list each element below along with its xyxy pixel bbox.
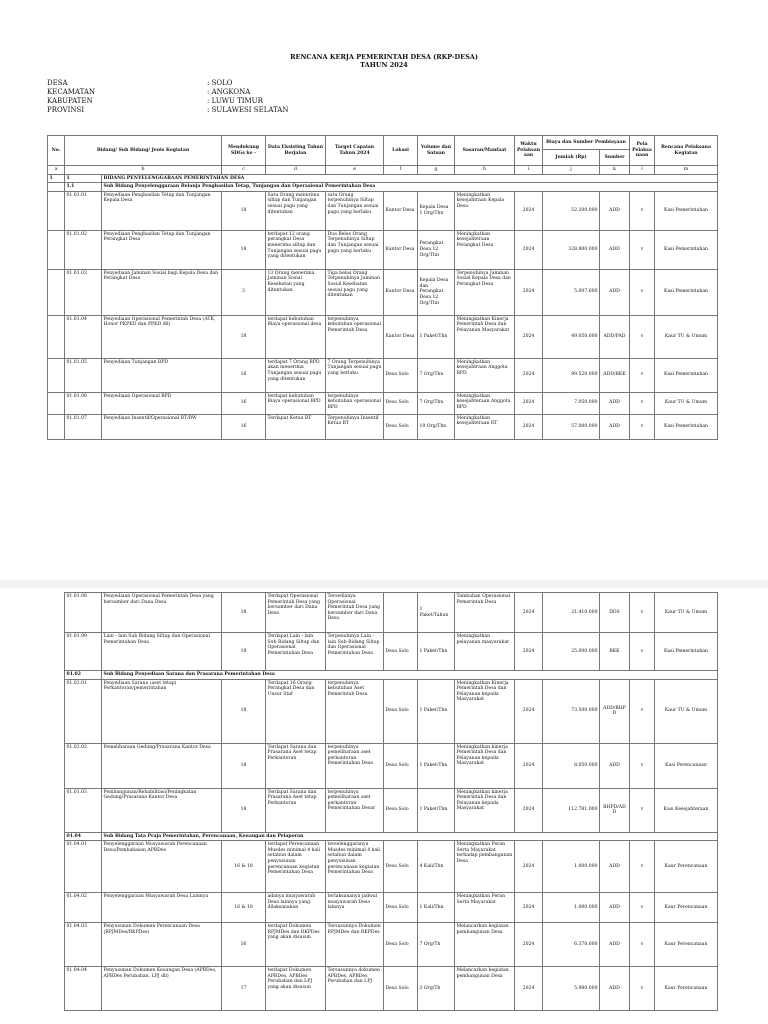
section-code: 1 [65, 174, 102, 183]
funding-source: ADD [600, 743, 630, 788]
column-letter: g [418, 166, 455, 175]
sdgs-value: 16 & 18 [222, 893, 266, 923]
section-code: 01.04 [65, 832, 102, 841]
volume-value: 7 Org/Thn [418, 392, 455, 414]
sdgs-value: 16 [222, 414, 266, 439]
location-value: Kantor Desa [384, 269, 418, 315]
sdgs-value: 16 [222, 392, 266, 414]
executor-value: Kasi Perencanaan [655, 743, 718, 788]
sdgs-value: 16 [222, 923, 266, 967]
col-rencana: Rencana Pelaksana Kegiatan [655, 136, 718, 166]
amount-value: 7.050.000 [543, 392, 600, 414]
location-value: Desa Solo [384, 358, 418, 392]
target-value: Tersusunnya Dokumen RPJMDes dan RKPDes [326, 923, 384, 967]
activity-name: Penyediaan Penghasilan Tetap dan Tunjangan Kepala Desa [102, 191, 222, 230]
pattern-value: v [630, 923, 655, 967]
existing-data: terdapat Dokumen RPJMDes dan RKPDes yang akan disusun [266, 923, 326, 967]
section-title: Sub Bidang Penyelenggaraan Belanja Penghasilan Tetap, Tunjangan dan Operasional Pemerintahan Desa [102, 183, 718, 192]
volume-value: 1 Paket/Thn [418, 743, 455, 788]
document-page-2 [0, 588, 768, 1024]
funding-source: BKK [600, 633, 630, 671]
document-title: RENCANA KERJA PEMERINTAH DESA (RKP-DESA) [290, 53, 478, 61]
activity-name: Penyediaan Insentif/Operasional RT/RW [102, 414, 222, 439]
target-value: terpenuhinya pemeliharaan aset perkantoran Pemerintahan Desar [326, 788, 384, 832]
year-value: 2024 [515, 788, 543, 832]
sdgs-value: 18 [222, 743, 266, 788]
existing-data: terdapat kebutuhan Biaya operasional desa [266, 315, 326, 358]
amount-value: 8.050.000 [543, 743, 600, 788]
table-row [48, 269, 718, 315]
col-jumlah: Jumlah (Rp) [543, 150, 600, 166]
identity-block [47, 79, 288, 115]
location-value: Desa Solo [384, 743, 418, 788]
rkp-table [47, 135, 718, 440]
volume-value: 1 Paket/Thn [418, 679, 455, 743]
identity-value: : SOLO [207, 79, 233, 87]
section-row [65, 832, 718, 841]
funding-source: ADD [600, 841, 630, 893]
target-value: Dua Belas Orang Terpenuhinya Siltap dan Tunjangan sesuai pagu yang berlaku [326, 230, 384, 269]
target-value: terselenggaranya Musdes minimal 4 kali setahun dalam penyusunan perencanaan kegiatan Pemerintahan Desa [326, 841, 384, 893]
funding-source: ADD [600, 392, 630, 414]
location-value [384, 593, 418, 633]
executor-value: Kasi Pemerintahan [655, 191, 718, 230]
rkp-table-continued [64, 592, 718, 1011]
activity-code: 01.04.01 [65, 841, 102, 893]
volume-value: 7 Org/Th [418, 923, 455, 967]
funding-source: ADD [600, 191, 630, 230]
pattern-value: v [630, 191, 655, 230]
table-row [65, 893, 718, 923]
document-year: TAHUN 2024 [360, 61, 408, 69]
sdgs-value: 18 [222, 633, 266, 671]
activity-name: Penyusunan Dokumen Keuangan Desa (APBDes, APBDes Perubahan, LPJ dll) [102, 967, 222, 1011]
col-pola: Pola Pelaksanaan [630, 136, 655, 166]
column-letter: h [455, 166, 515, 175]
target-value: Tersusunnya dokumen APBDes, APBDes Perubahan dan LPJ [326, 967, 384, 1011]
column-letter: b [65, 166, 222, 175]
col-biaya: Biaya dan Sumber Pembiayaan [543, 136, 630, 150]
benefit-value: Meningkatkan Peran Serta Mayarakat [455, 893, 515, 923]
existing-data: Satu Orang menerima siltap dan Tunjangan sesuai pagu yang ditentukan [266, 191, 326, 230]
pattern-value: v [630, 358, 655, 392]
col-eksisting: Data Eksisting Tahun Berjalan [266, 136, 326, 166]
amount-value: 1.000.000 [543, 893, 600, 923]
row-number [48, 269, 65, 315]
executor-value: Kaur Perencanaan [655, 923, 718, 967]
section-row [48, 174, 718, 183]
identity-value: : LUWU TIMUR [207, 97, 263, 105]
benefit-value: Meningkatkan kesejahteraan RT [455, 414, 515, 439]
pattern-value: v [630, 392, 655, 414]
sdgs-value: 3 [222, 269, 266, 315]
table-row [65, 967, 718, 1011]
activity-name: Penyediaan Tunjangan BPD [102, 358, 222, 392]
year-value: 2024 [515, 593, 543, 633]
pattern-value: v [630, 269, 655, 315]
identity-label: PROVINSI [47, 106, 85, 114]
existing-data: Terdapat Sarana dan Prasarana Aset tetap Perkantoran [266, 788, 326, 832]
volume-value: 1 Paket/Thn [418, 788, 455, 832]
existing-data: terdapat kebutuhan Biaya operasional BPD [266, 392, 326, 414]
location-value: Kantor Desa [384, 191, 418, 230]
existing-data: Terdapat Ketua RT [266, 414, 326, 439]
activity-name: Penyediaan Sarana (aset tetap) Perkantoran/pemerintahan [102, 679, 222, 743]
existing-data: terdapat 12 orang perangkat Desa menerima siltap dan Tunjangan sesuai pagu yang ditentukan [266, 230, 326, 269]
column-letter: l [630, 166, 655, 175]
existing-data: Terdapat Sarana dan Prasarana Aset tetap Perkantoran [266, 743, 326, 788]
sdgs-value: 16 & 18 [222, 841, 266, 893]
section-number [48, 183, 65, 192]
identity-label: KABUPATEN [47, 97, 93, 105]
funding-source: ADD [600, 414, 630, 439]
activity-name: Lain - lain Sub Bidang Siltap dan Operasional Pemerintahan Desa [102, 633, 222, 671]
year-value: 2024 [515, 893, 543, 923]
year-value: 2024 [515, 358, 543, 392]
col-lokasi: Lokasi [384, 136, 418, 166]
existing-data: Terdapat Operasional Pemerintah Desa yang bersumber dari Dana Desa [266, 593, 326, 633]
funding-source: ADD [600, 269, 630, 315]
column-letter: i [515, 166, 543, 175]
volume-value: Kepala Desa 1 Org/Thn [418, 191, 455, 230]
year-value: 2024 [515, 230, 543, 269]
executor-value: Kaur Perencanaan [655, 967, 718, 1011]
amount-value: 21.410.000 [543, 593, 600, 633]
activity-code: 01.01.03 [65, 788, 102, 832]
column-letter: m [655, 166, 718, 175]
volume-value: 3 Org/Th [418, 967, 455, 1011]
col-no: No. [48, 136, 65, 166]
row-number [48, 392, 65, 414]
column-letter: e [326, 166, 384, 175]
volume-value: Kepala Desa dan Perangkat Desa 12 Org/Thn [418, 269, 455, 315]
column-letter-row [48, 166, 718, 175]
existing-data: Terdapat Lain - lain Sub Bidang Siltap dan Operasional Pemerintahan Desa [266, 633, 326, 671]
existing-data: Terdapat 16 Orang Perangkat Desa dan Unsur Staf [266, 679, 326, 743]
executor-value: Kaur TU & Umum [655, 679, 718, 743]
col-volume: Volume dan Satuan [418, 136, 455, 166]
funding-source: ADD/BKK [600, 358, 630, 392]
location-value: Desa Solo [384, 633, 418, 671]
table-row [65, 679, 718, 743]
column-letter: j [543, 166, 600, 175]
activity-name: Penyediaan Operasional Pemerintah Desa yang bersumber dari Dana Desa [102, 593, 222, 633]
location-value: Desa Solo [384, 788, 418, 832]
benefit-value: Melancarkan kegiatan pembangunan Desa [455, 967, 515, 1011]
benefit-value: Meningkatkan pelayanan masyarakat [455, 633, 515, 671]
location-value: Kantor Desa [384, 230, 418, 269]
executor-value: Kaur TU & Umum [655, 392, 718, 414]
amount-value: 5.007.600 [543, 269, 600, 315]
activity-code: 01.01.03 [65, 269, 102, 315]
target-value: terpenuhinya pemeliharaan aset perkantoran Pemerintahan Desa [326, 743, 384, 788]
activity-name: Pemeliharaan Gedung/Prasarana Kantor Desa [102, 743, 222, 788]
location-value: Kantor Desa [384, 315, 418, 358]
activity-code: 01.02.01 [65, 679, 102, 743]
sdgs-value: 18 [222, 593, 266, 633]
benefit-value: Meningkatkan kesejahtraan Kepala Desa [455, 191, 515, 230]
table-row [48, 414, 718, 439]
identity-value: : SULAWESI SELATAN [207, 106, 289, 114]
amount-value: 99.520.000 [543, 358, 600, 392]
location-value: Desa Solo [384, 841, 418, 893]
location-value: Desa Solo [384, 392, 418, 414]
location-value: Desa Solo [384, 923, 418, 967]
activity-name: Penyusunan Dokumen Perencanaan Desa (RPJMDes/RKPDes) [102, 923, 222, 967]
funding-source: DDS [600, 593, 630, 633]
activity-name: Penyelenggaraan Musyawarah Desa Lainnya [102, 893, 222, 923]
year-value: 2024 [515, 414, 543, 439]
year-value: 2024 [515, 967, 543, 1011]
table-row [65, 788, 718, 832]
activity-code: 01.01.05 [65, 358, 102, 392]
target-value: Terpenuhinya Lain - lain Sub Bidang Siltap dan Operasional Pemerintahan Desa [326, 633, 384, 671]
activity-name: Penyediaan Operasional BPD [102, 392, 222, 414]
target-value: terpenuhinya kebutuhan operasional BPD [326, 392, 384, 414]
table-row [65, 841, 718, 893]
page-separator [0, 580, 768, 588]
pattern-value: v [630, 230, 655, 269]
table-row [65, 923, 718, 967]
activity-code: 01.01.01 [65, 191, 102, 230]
benefit-value: Meningkatkan kinerja Pemerintah Desa dan Pelayanan kepada Masyarakat [455, 743, 515, 788]
executor-value: Kaur TU & Umum [655, 315, 718, 358]
activity-code: 01.01.99 [65, 633, 102, 671]
target-value: Terpenuhinya Insentif Ketua RT [326, 414, 384, 439]
benefit-value: Meningkatkan kesejahteraan Anggota BPD [455, 392, 515, 414]
sdgs-value: 18 [222, 230, 266, 269]
pattern-value: v [630, 633, 655, 671]
pattern-value: v [630, 315, 655, 358]
identity-row [47, 79, 288, 88]
pattern-value: v [630, 788, 655, 832]
amount-value: 57.000.000 [543, 414, 600, 439]
row-number [48, 414, 65, 439]
target-value: Tiga belas Orang Terpenuhinya Jaminan Sosial Kesehatan sesuai pagu yang ditentukan [326, 269, 384, 315]
year-value: 2024 [515, 191, 543, 230]
target-value: terlaksananya jadwal musyawarah Desa lainnya [326, 893, 384, 923]
row-number [48, 230, 65, 269]
benefit-value: Meningkatkan kesejahtraan Anggota BPD [455, 358, 515, 392]
amount-value: 328.800.000 [543, 230, 600, 269]
benefit-value: Meningkatkan kesejahteraan Perangkat Desa [455, 230, 515, 269]
activity-name: Penyediaan Jaminan Sosial bagi Kepala Desa dan Perangkat Desa [102, 269, 222, 315]
executor-value: Kaur TU & Umum [655, 593, 718, 633]
volume-value: 4 Kali/Thn [418, 841, 455, 893]
benefit-value: Meningkatkan Kinerja Pemerintah Desa dan Pelayanan Masyarakat [455, 315, 515, 358]
funding-source: ADD [600, 967, 630, 1011]
volume-value: 1 Paket/Thn [418, 633, 455, 671]
benefit-value: Meningkatkan Peran Serta Mayarakat terhadap pembangunan Desa [455, 841, 515, 893]
funding-source: BHPD/ADD [600, 788, 630, 832]
sdgs-value: 16 [222, 358, 266, 392]
target-value: terpenuhinya kebutuhan Aset Pemerintah Desa [326, 679, 384, 743]
executor-value: Kaur Perencanaan [655, 893, 718, 923]
activity-code: 01.01.04 [65, 315, 102, 358]
existing-data: terdapat Dokumen APBDes, APBDes Perubahan dan LPJ yang akan disusun [266, 967, 326, 1011]
identity-value: : ANGKONA [207, 88, 251, 96]
benefit-value: Terpenuhinya Jaminan Sosial Kepala Desa dan Perangkat Desa [455, 269, 515, 315]
volume-value: 1 Paket/Tahun [418, 593, 455, 633]
pattern-value: v [630, 893, 655, 923]
volume-value: 1 Paket/Thn [418, 315, 455, 358]
section-row [48, 183, 718, 192]
sdgs-value: 18 [222, 191, 266, 230]
amount-value: 52.200.000 [543, 191, 600, 230]
activity-code: 01.02.02 [65, 743, 102, 788]
year-value: 2024 [515, 633, 543, 671]
activity-name: Penyelenggaraan Musyawarah Perencanaan Desa/Pembahasan APBDes [102, 841, 222, 893]
activity-code: 01.04.04 [65, 967, 102, 1011]
table-row [48, 315, 718, 358]
year-value: 2024 [515, 743, 543, 788]
amount-value: 1.000.000 [543, 841, 600, 893]
executor-value: Kasi Pemerintahan [655, 633, 718, 671]
amount-value: 25.000.000 [543, 633, 600, 671]
column-letter: f [384, 166, 418, 175]
column-letter: a [48, 166, 65, 175]
identity-label: DESA [47, 79, 68, 87]
volume-value: 19 Org/Thn [418, 414, 455, 439]
benefit-value: Melancarkan kegiatan pembangunan Desa [455, 923, 515, 967]
activity-code: 01.01.06 [65, 392, 102, 414]
amount-value: 112.781.000 [543, 788, 600, 832]
year-value: 2024 [515, 679, 543, 743]
executor-value: Kasi Pemerintahan [655, 414, 718, 439]
location-value: Desa Solo [384, 679, 418, 743]
row-number [48, 358, 65, 392]
volume-value: Perangkat Desa 12 Org/Thn [418, 230, 455, 269]
volume-value: 1 Kali/Thn [418, 893, 455, 923]
col-target: Target Capaian Tahun 2024 [326, 136, 384, 166]
section-title: Sub Bidang Tata Praja Pemerintahan, Perencanaan, Keuangan dan Pelaporan [102, 832, 718, 841]
table-row [48, 191, 718, 230]
section-code: 01.02 [65, 671, 102, 680]
activity-code: 01.04.03 [65, 923, 102, 967]
row-number [48, 191, 65, 230]
activity-code: 01.01.08 [65, 593, 102, 633]
activity-name: Pembangunan/Rehabilitasi/Peningkatan Gedung/Prasarana Kantor Desa [102, 788, 222, 832]
row-number [48, 315, 65, 358]
table-row [65, 633, 718, 671]
identity-row [47, 106, 288, 115]
activity-code: 01.04.02 [65, 893, 102, 923]
funding-source: ADD/BHPD [600, 679, 630, 743]
section-title: Sub Bidang Penyediaan Sarana dan Prasarana Pemerintahan Desa [102, 671, 718, 680]
section-row [65, 671, 718, 680]
target-value: satu Orang terpenuhinya Siltap dan Tunjangan sesuai pagu yang berlaku [326, 191, 384, 230]
amount-value: 5.980.000 [543, 967, 600, 1011]
table-row [65, 743, 718, 788]
sdgs-value: 17 [222, 967, 266, 1011]
activity-code: 01.01.02 [65, 230, 102, 269]
benefit-value: Tambahan Operasional Pemerintah Desa [455, 593, 515, 633]
amount-value: 73.500.000 [543, 679, 600, 743]
existing-data: adanya musyawarah Desa lainnya yang dilaksanakan [266, 893, 326, 923]
location-value: Desa Solo [384, 893, 418, 923]
section-title: BIDANG PENYELENGGARAAN PEMERINTAHAN DESA [102, 174, 718, 183]
activity-code: 01.01.07 [65, 414, 102, 439]
identity-label: KECAMATAN [47, 88, 96, 96]
funding-source: ADD [600, 893, 630, 923]
location-value: Desa Solo [384, 414, 418, 439]
table-row [65, 593, 718, 633]
funding-source: ADD/PAD [600, 315, 630, 358]
col-bidang: Bidang/ Sub Bidang/ Jenis Kegiatan [65, 136, 222, 166]
year-value: 2024 [515, 392, 543, 414]
sdgs-value: 18 [222, 788, 266, 832]
section-number: 1 [48, 174, 65, 183]
existing-data: terdapat Perencanaan Musdes minimal 4 kali setahun dalam penyusunan perencanaan kegiatan Pemerintahan Desa [266, 841, 326, 893]
table-header-row [48, 136, 718, 150]
column-letter: d [266, 166, 326, 175]
executor-value: Kasi Kesejahteraan [655, 788, 718, 832]
benefit-value: Meningkatkan kinerja Pemerintah Desa dan Pelayanan kepada Masyarakat [455, 788, 515, 832]
existing-data: terdapat 7 Orang BPD akan menerima Tunjangan sesuai pagu yang ditentukan [266, 358, 326, 392]
executor-value: Kasi Pemerintahan [655, 269, 718, 315]
year-value: 2024 [515, 315, 543, 358]
sdgs-value: 18 [222, 315, 266, 358]
existing-data: 13 Orang menerima Jaminan Sosial Kesehatan yang ditentukan [266, 269, 326, 315]
column-letter: c [222, 166, 266, 175]
executor-value: Kasi Pemerintahan [655, 230, 718, 269]
location-value: Desa Solo [384, 967, 418, 1011]
table-row [48, 358, 718, 392]
pattern-value: v [630, 841, 655, 893]
identity-row [47, 88, 288, 97]
col-sasaran: Sasaran/Manfaat [455, 136, 515, 166]
pattern-value: v [630, 593, 655, 633]
volume-value: 7 Org/Thn [418, 358, 455, 392]
col-sumber: Sumber [600, 150, 630, 166]
executor-value: Kasi Pemerintahan [655, 358, 718, 392]
identity-row [47, 97, 288, 106]
pattern-value: v [630, 967, 655, 1011]
activity-name: Penyediaan Operasional Pemerintah Desa (ATK, Honor PKPKD dan PPKD dll) [102, 315, 222, 358]
section-code: 1.1 [65, 183, 102, 192]
year-value: 2024 [515, 841, 543, 893]
sdgs-value: 18 [222, 679, 266, 743]
funding-source: ADD [600, 230, 630, 269]
pattern-value: v [630, 414, 655, 439]
table-row [48, 392, 718, 414]
executor-value: Kaur Perencanaan [655, 841, 718, 893]
amount-value: 6.370.000 [543, 923, 600, 967]
target-value: terpenuhinya kebutuhan operasional Pemerintah Desa [326, 315, 384, 358]
amount-value: 49.050.000 [543, 315, 600, 358]
activity-name: Penyediaan Penghasilan Tetap dan Tunjangan Perangkat Desa [102, 230, 222, 269]
target-value: Tersedianya Operasional Pemerintah Desa yang bersumber dari Dana Desa [326, 593, 384, 633]
target-value: 7 Orang Terpenuhinya Tunjangan sesuai pagu yang berlaku [326, 358, 384, 392]
col-waktu: Waktu Pelaksanaan [515, 136, 543, 166]
benefit-value: Meningkatkan Kinerja Pemerintah Desa dan Pelayanan kepada Masyarakat [455, 679, 515, 743]
column-letter: k [600, 166, 630, 175]
col-sdgs: Mendukung SDGs ke - [222, 136, 266, 166]
table-row [48, 230, 718, 269]
funding-source: ADD [600, 923, 630, 967]
year-value: 2024 [515, 923, 543, 967]
year-value: 2024 [515, 269, 543, 315]
pattern-value: v [630, 679, 655, 743]
pattern-value: v [630, 743, 655, 788]
